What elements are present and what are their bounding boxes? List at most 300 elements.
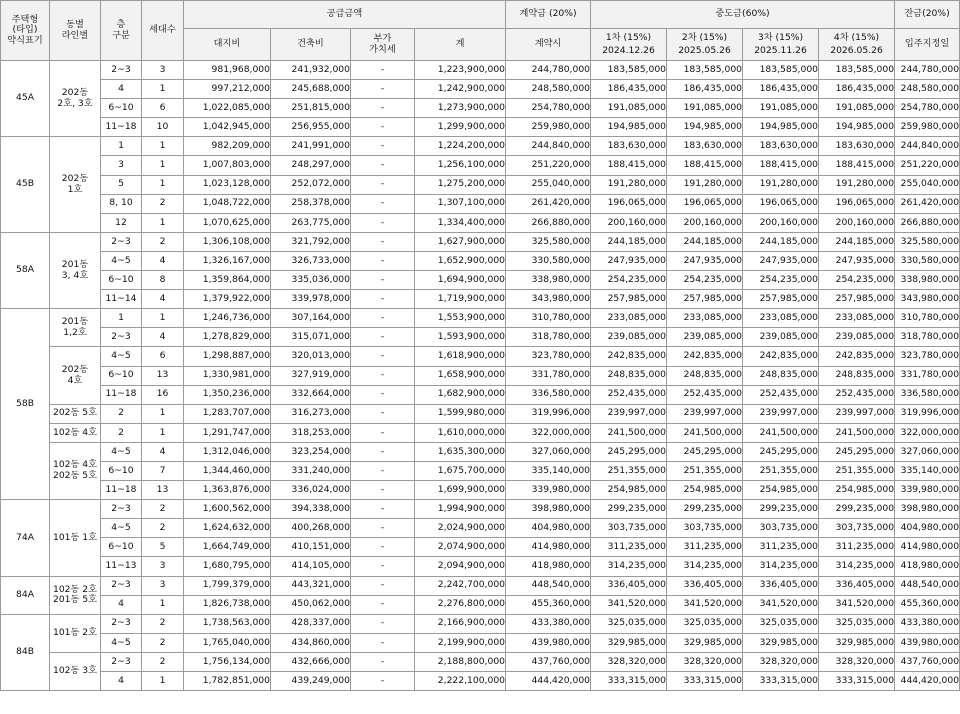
middle-1-cell: 247,935,000 (591, 251, 667, 270)
middle-4-cell: 183,630,000 (819, 137, 895, 156)
deposit-cell: 323,780,000 (506, 347, 591, 366)
building-cell: 336,024,000 (271, 481, 351, 500)
balance-cell: 398,980,000 (895, 500, 960, 519)
balance-cell: 248,580,000 (895, 80, 960, 99)
middle-1-cell: 191,280,000 (591, 175, 667, 194)
middle-1-cell: 303,735,000 (591, 519, 667, 538)
table-row (1, 80, 960, 99)
total-cell: 1,553,900,000 (415, 309, 506, 328)
balance-cell: 404,980,000 (895, 519, 960, 538)
table-row (1, 175, 960, 194)
households-cell: 1 (142, 672, 184, 691)
floor-cell: 4~5 (101, 519, 142, 538)
deposit-cell: 319,996,000 (506, 404, 591, 423)
middle-3-cell: 196,065,000 (743, 194, 819, 213)
total-cell: 1,224,200,000 (415, 137, 506, 156)
line-cell: 102동 3호 (50, 652, 101, 690)
middle-1-cell: 191,085,000 (591, 99, 667, 118)
vat-cell: - (351, 99, 415, 118)
vat-cell: - (351, 423, 415, 442)
floor-cell: 2~3 (101, 61, 142, 80)
middle-1-cell: 325,035,000 (591, 614, 667, 633)
middle-1-cell: 257,985,000 (591, 290, 667, 309)
middle-3-cell: 257,985,000 (743, 290, 819, 309)
households-cell: 2 (142, 614, 184, 633)
table-row (1, 519, 960, 538)
total-cell: 1,307,100,000 (415, 194, 506, 213)
households-cell: 4 (142, 251, 184, 270)
land-cell: 1,738,563,000 (184, 614, 271, 633)
middle-2-cell: 247,935,000 (667, 251, 743, 270)
header-deposit-sub: 계약시 (506, 29, 591, 61)
middle-2-cell: 252,435,000 (667, 385, 743, 404)
building-cell: 251,815,000 (271, 99, 351, 118)
middle-4-cell: 183,585,000 (819, 61, 895, 80)
middle-2-cell: 303,735,000 (667, 519, 743, 538)
vat-cell: - (351, 481, 415, 500)
middle-3-cell: 200,160,000 (743, 213, 819, 232)
balance-cell: 448,540,000 (895, 576, 960, 595)
total-cell: 1,627,900,000 (415, 232, 506, 251)
line-cell: 202동 1호 (50, 137, 101, 232)
deposit-cell: 251,220,000 (506, 156, 591, 175)
floor-cell: 2~3 (101, 232, 142, 251)
middle-3-cell: 314,235,000 (743, 557, 819, 576)
middle-2-cell: 191,085,000 (667, 99, 743, 118)
table-row (1, 232, 960, 251)
middle-3-cell: 194,985,000 (743, 118, 819, 137)
vat-cell: - (351, 80, 415, 99)
middle-4-cell: 247,935,000 (819, 251, 895, 270)
building-cell: 327,919,000 (271, 366, 351, 385)
land-cell: 1,023,128,000 (184, 175, 271, 194)
middle-4-cell: 336,405,000 (819, 576, 895, 595)
building-cell: 400,268,000 (271, 519, 351, 538)
middle-3-cell: 303,735,000 (743, 519, 819, 538)
type-cell: 74A (1, 500, 50, 576)
vat-cell: - (351, 461, 415, 480)
header-total: 계 (415, 29, 506, 61)
land-cell: 1,291,747,000 (184, 423, 271, 442)
deposit-cell: 439,980,000 (506, 633, 591, 652)
vat-cell: - (351, 61, 415, 80)
balance-cell: 336,580,000 (895, 385, 960, 404)
middle-4-cell: 325,035,000 (819, 614, 895, 633)
land-cell: 1,344,460,000 (184, 461, 271, 480)
line-cell: 102동 2호 201동 5호 (50, 576, 101, 614)
middle-2-cell: 251,355,000 (667, 461, 743, 480)
households-cell: 3 (142, 61, 184, 80)
header-floor: 층 구분 (101, 1, 142, 61)
households-cell: 5 (142, 538, 184, 557)
balance-cell: 414,980,000 (895, 538, 960, 557)
land-cell: 1,600,562,000 (184, 500, 271, 519)
floor-cell: 3 (101, 156, 142, 175)
vat-cell: - (351, 194, 415, 213)
vat-cell: - (351, 175, 415, 194)
header-row-1 (1, 1, 960, 29)
header-middle-4: 4차 (15%) 2026.05.26 (819, 29, 895, 61)
land-cell: 997,212,000 (184, 80, 271, 99)
middle-3-cell: 299,235,000 (743, 500, 819, 519)
total-cell: 1,675,700,000 (415, 461, 506, 480)
middle-4-cell: 257,985,000 (819, 290, 895, 309)
total-cell: 2,024,900,000 (415, 519, 506, 538)
floor-cell: 2 (101, 404, 142, 423)
total-cell: 2,166,900,000 (415, 614, 506, 633)
middle-3-cell: 183,585,000 (743, 61, 819, 80)
deposit-cell: 339,980,000 (506, 481, 591, 500)
deposit-cell: 259,980,000 (506, 118, 591, 137)
balance-cell: 319,996,000 (895, 404, 960, 423)
vat-cell: - (351, 538, 415, 557)
households-cell: 1 (142, 137, 184, 156)
total-cell: 1,223,900,000 (415, 61, 506, 80)
middle-3-cell: 248,835,000 (743, 366, 819, 385)
balance-cell: 439,980,000 (895, 633, 960, 652)
vat-cell: - (351, 652, 415, 671)
building-cell: 432,666,000 (271, 652, 351, 671)
table-row (1, 557, 960, 576)
land-cell: 1,312,046,000 (184, 442, 271, 461)
vat-cell: - (351, 672, 415, 691)
floor-cell: 1 (101, 309, 142, 328)
header-middle: 중도금(60%) (591, 1, 895, 29)
households-cell: 7 (142, 461, 184, 480)
vat-cell: - (351, 309, 415, 328)
middle-2-cell: 325,035,000 (667, 614, 743, 633)
floor-cell: 5 (101, 175, 142, 194)
table-row (1, 538, 960, 557)
middle-1-cell: 299,235,000 (591, 500, 667, 519)
middle-4-cell: 254,235,000 (819, 271, 895, 290)
deposit-cell: 338,980,000 (506, 271, 591, 290)
table-row (1, 366, 960, 385)
balance-cell: 330,580,000 (895, 251, 960, 270)
total-cell: 1,618,900,000 (415, 347, 506, 366)
middle-1-cell: 254,985,000 (591, 481, 667, 500)
type-cell: 84A (1, 576, 50, 614)
middle-4-cell: 191,085,000 (819, 99, 895, 118)
table-row (1, 576, 960, 595)
table-row (1, 99, 960, 118)
balance-cell: 335,140,000 (895, 461, 960, 480)
households-cell: 1 (142, 175, 184, 194)
households-cell: 1 (142, 80, 184, 99)
header-line: 동별 라인별 (50, 1, 101, 61)
middle-1-cell: 254,235,000 (591, 271, 667, 290)
deposit-cell: 254,780,000 (506, 99, 591, 118)
deposit-cell: 248,580,000 (506, 80, 591, 99)
land-cell: 1,070,625,000 (184, 213, 271, 232)
balance-cell: 327,060,000 (895, 442, 960, 461)
total-cell: 1,599,980,000 (415, 404, 506, 423)
floor-cell: 2~3 (101, 576, 142, 595)
middle-4-cell: 314,235,000 (819, 557, 895, 576)
vat-cell: - (351, 271, 415, 290)
building-cell: 307,164,000 (271, 309, 351, 328)
header-vat: 부가 가치세 (351, 29, 415, 61)
land-cell: 1,379,922,000 (184, 290, 271, 309)
middle-4-cell: 251,355,000 (819, 461, 895, 480)
middle-1-cell: 314,235,000 (591, 557, 667, 576)
header-balance-sub: 입주지정일 (895, 29, 960, 61)
balance-cell: 259,980,000 (895, 118, 960, 137)
middle-4-cell: 303,735,000 (819, 519, 895, 538)
building-cell: 321,792,000 (271, 232, 351, 251)
middle-4-cell: 196,065,000 (819, 194, 895, 213)
vat-cell: - (351, 366, 415, 385)
table-row (1, 652, 960, 671)
households-cell: 2 (142, 194, 184, 213)
table-row (1, 672, 960, 691)
floor-cell: 11~18 (101, 385, 142, 404)
land-cell: 1,359,864,000 (184, 271, 271, 290)
households-cell: 4 (142, 442, 184, 461)
balance-cell: 322,000,000 (895, 423, 960, 442)
middle-2-cell: 336,405,000 (667, 576, 743, 595)
vat-cell: - (351, 328, 415, 347)
middle-3-cell: 336,405,000 (743, 576, 819, 595)
balance-cell: 444,420,000 (895, 672, 960, 691)
balance-cell: 244,780,000 (895, 61, 960, 80)
middle-4-cell: 311,235,000 (819, 538, 895, 557)
vat-cell: - (351, 290, 415, 309)
middle-3-cell: 239,085,000 (743, 328, 819, 347)
middle-3-cell: 241,500,000 (743, 423, 819, 442)
middle-3-cell: 186,435,000 (743, 80, 819, 99)
middle-3-cell: 244,185,000 (743, 232, 819, 251)
middle-3-cell: 183,630,000 (743, 137, 819, 156)
middle-1-cell: 248,835,000 (591, 366, 667, 385)
middle-1-cell: 241,500,000 (591, 423, 667, 442)
deposit-cell: 325,580,000 (506, 232, 591, 251)
middle-4-cell: 328,320,000 (819, 652, 895, 671)
total-cell: 2,199,900,000 (415, 633, 506, 652)
middle-1-cell: 239,997,000 (591, 404, 667, 423)
deposit-cell: 322,000,000 (506, 423, 591, 442)
deposit-cell: 336,580,000 (506, 385, 591, 404)
middle-1-cell: 196,065,000 (591, 194, 667, 213)
middle-2-cell: 299,235,000 (667, 500, 743, 519)
middle-4-cell: 233,085,000 (819, 309, 895, 328)
households-cell: 1 (142, 423, 184, 442)
line-cell: 101동 2호 (50, 614, 101, 652)
total-cell: 1,652,900,000 (415, 251, 506, 270)
balance-cell: 254,780,000 (895, 99, 960, 118)
building-cell: 339,978,000 (271, 290, 351, 309)
table-row (1, 633, 960, 652)
middle-1-cell: 333,315,000 (591, 672, 667, 691)
households-cell: 2 (142, 633, 184, 652)
balance-cell: 244,840,000 (895, 137, 960, 156)
floor-cell: 11~13 (101, 557, 142, 576)
building-cell: 320,013,000 (271, 347, 351, 366)
floor-cell: 2~3 (101, 328, 142, 347)
building-cell: 248,297,000 (271, 156, 351, 175)
floor-cell: 6~10 (101, 366, 142, 385)
vat-cell: - (351, 232, 415, 251)
land-cell: 1,007,803,000 (184, 156, 271, 175)
land-cell: 1,326,167,000 (184, 251, 271, 270)
balance-cell: 343,980,000 (895, 290, 960, 309)
middle-3-cell: 251,355,000 (743, 461, 819, 480)
land-cell: 1,756,134,000 (184, 652, 271, 671)
building-cell: 428,337,000 (271, 614, 351, 633)
floor-cell: 1 (101, 137, 142, 156)
middle-3-cell: 329,985,000 (743, 633, 819, 652)
middle-2-cell: 257,985,000 (667, 290, 743, 309)
floor-cell: 4~5 (101, 251, 142, 270)
middle-1-cell: 200,160,000 (591, 213, 667, 232)
floor-cell: 2~3 (101, 652, 142, 671)
middle-4-cell: 245,295,000 (819, 442, 895, 461)
floor-cell: 4~5 (101, 442, 142, 461)
total-cell: 1,242,900,000 (415, 80, 506, 99)
land-cell: 982,209,000 (184, 137, 271, 156)
deposit-cell: 244,780,000 (506, 61, 591, 80)
building-cell: 323,254,000 (271, 442, 351, 461)
households-cell: 13 (142, 366, 184, 385)
deposit-cell: 330,580,000 (506, 251, 591, 270)
middle-2-cell: 328,320,000 (667, 652, 743, 671)
deposit-cell: 343,980,000 (506, 290, 591, 309)
balance-cell: 261,420,000 (895, 194, 960, 213)
building-cell: 394,338,000 (271, 500, 351, 519)
middle-2-cell: 191,280,000 (667, 175, 743, 194)
building-cell: 434,860,000 (271, 633, 351, 652)
middle-1-cell: 251,355,000 (591, 461, 667, 480)
table-row (1, 309, 960, 328)
middle-2-cell: 194,985,000 (667, 118, 743, 137)
type-cell: 58B (1, 309, 50, 500)
middle-3-cell: 191,085,000 (743, 99, 819, 118)
building-cell: 326,733,000 (271, 251, 351, 270)
table-row (1, 194, 960, 213)
middle-2-cell: 241,500,000 (667, 423, 743, 442)
line-cell: 201동 3, 4호 (50, 232, 101, 308)
vat-cell: - (351, 442, 415, 461)
total-cell: 1,682,900,000 (415, 385, 506, 404)
middle-2-cell: 248,835,000 (667, 366, 743, 385)
building-cell: 331,240,000 (271, 461, 351, 480)
middle-2-cell: 254,985,000 (667, 481, 743, 500)
total-cell: 1,994,900,000 (415, 500, 506, 519)
table-row (1, 404, 960, 423)
building-cell: 318,253,000 (271, 423, 351, 442)
middle-3-cell: 245,295,000 (743, 442, 819, 461)
middle-2-cell: 183,585,000 (667, 61, 743, 80)
vat-cell: - (351, 595, 415, 614)
building-cell: 414,105,000 (271, 557, 351, 576)
building-cell: 241,991,000 (271, 137, 351, 156)
total-cell: 1,275,200,000 (415, 175, 506, 194)
building-cell: 241,932,000 (271, 61, 351, 80)
middle-2-cell: 186,435,000 (667, 80, 743, 99)
total-cell: 1,610,000,000 (415, 423, 506, 442)
deposit-cell: 327,060,000 (506, 442, 591, 461)
households-cell: 1 (142, 309, 184, 328)
middle-1-cell: 233,085,000 (591, 309, 667, 328)
land-cell: 1,246,736,000 (184, 309, 271, 328)
deposit-cell: 335,140,000 (506, 461, 591, 480)
building-cell: 252,072,000 (271, 175, 351, 194)
middle-2-cell: 239,085,000 (667, 328, 743, 347)
households-cell: 2 (142, 232, 184, 251)
deposit-cell: 433,380,000 (506, 614, 591, 633)
floor-cell: 2 (101, 423, 142, 442)
households-cell: 1 (142, 156, 184, 175)
households-cell: 2 (142, 500, 184, 519)
middle-1-cell: 244,185,000 (591, 232, 667, 251)
land-cell: 1,298,887,000 (184, 347, 271, 366)
deposit-cell: 310,780,000 (506, 309, 591, 328)
middle-4-cell: 239,997,000 (819, 404, 895, 423)
balance-cell: 433,380,000 (895, 614, 960, 633)
middle-1-cell: 186,435,000 (591, 80, 667, 99)
total-cell: 1,299,900,000 (415, 118, 506, 137)
floor-cell: 6~10 (101, 271, 142, 290)
middle-4-cell: 248,835,000 (819, 366, 895, 385)
middle-4-cell: 254,985,000 (819, 481, 895, 500)
middle-3-cell: 333,315,000 (743, 672, 819, 691)
line-cell: 202동 4호 (50, 347, 101, 404)
header-middle-3: 3차 (15%) 2025.11.26 (743, 29, 819, 61)
middle-3-cell: 254,235,000 (743, 271, 819, 290)
balance-cell: 323,780,000 (895, 347, 960, 366)
total-cell: 2,094,900,000 (415, 557, 506, 576)
floor-cell: 11~18 (101, 118, 142, 137)
households-cell: 8 (142, 271, 184, 290)
building-cell: 335,036,000 (271, 271, 351, 290)
middle-4-cell: 329,985,000 (819, 633, 895, 652)
floor-cell: 2~3 (101, 500, 142, 519)
middle-4-cell: 239,085,000 (819, 328, 895, 347)
balance-cell: 325,580,000 (895, 232, 960, 251)
total-cell: 2,276,800,000 (415, 595, 506, 614)
land-cell: 1,042,945,000 (184, 118, 271, 137)
deposit-cell: 414,980,000 (506, 538, 591, 557)
households-cell: 2 (142, 519, 184, 538)
middle-1-cell: 341,520,000 (591, 595, 667, 614)
total-cell: 2,242,700,000 (415, 576, 506, 595)
middle-2-cell: 242,835,000 (667, 347, 743, 366)
deposit-cell: 255,040,000 (506, 175, 591, 194)
land-cell: 1,680,795,000 (184, 557, 271, 576)
floor-cell: 11~14 (101, 290, 142, 309)
households-cell: 13 (142, 481, 184, 500)
floor-cell: 11~18 (101, 481, 142, 500)
middle-1-cell: 183,630,000 (591, 137, 667, 156)
middle-2-cell: 333,315,000 (667, 672, 743, 691)
deposit-cell: 448,540,000 (506, 576, 591, 595)
land-cell: 1,826,738,000 (184, 595, 271, 614)
floor-cell: 8, 10 (101, 194, 142, 213)
households-cell: 10 (142, 118, 184, 137)
vat-cell: - (351, 347, 415, 366)
vat-cell: - (351, 519, 415, 538)
middle-4-cell: 242,835,000 (819, 347, 895, 366)
table-row (1, 442, 960, 461)
households-cell: 2 (142, 652, 184, 671)
table-row (1, 213, 960, 232)
building-cell: 258,378,000 (271, 194, 351, 213)
floor-cell: 6~10 (101, 99, 142, 118)
middle-2-cell: 200,160,000 (667, 213, 743, 232)
total-cell: 2,188,800,000 (415, 652, 506, 671)
balance-cell: 251,220,000 (895, 156, 960, 175)
balance-cell: 318,780,000 (895, 328, 960, 347)
